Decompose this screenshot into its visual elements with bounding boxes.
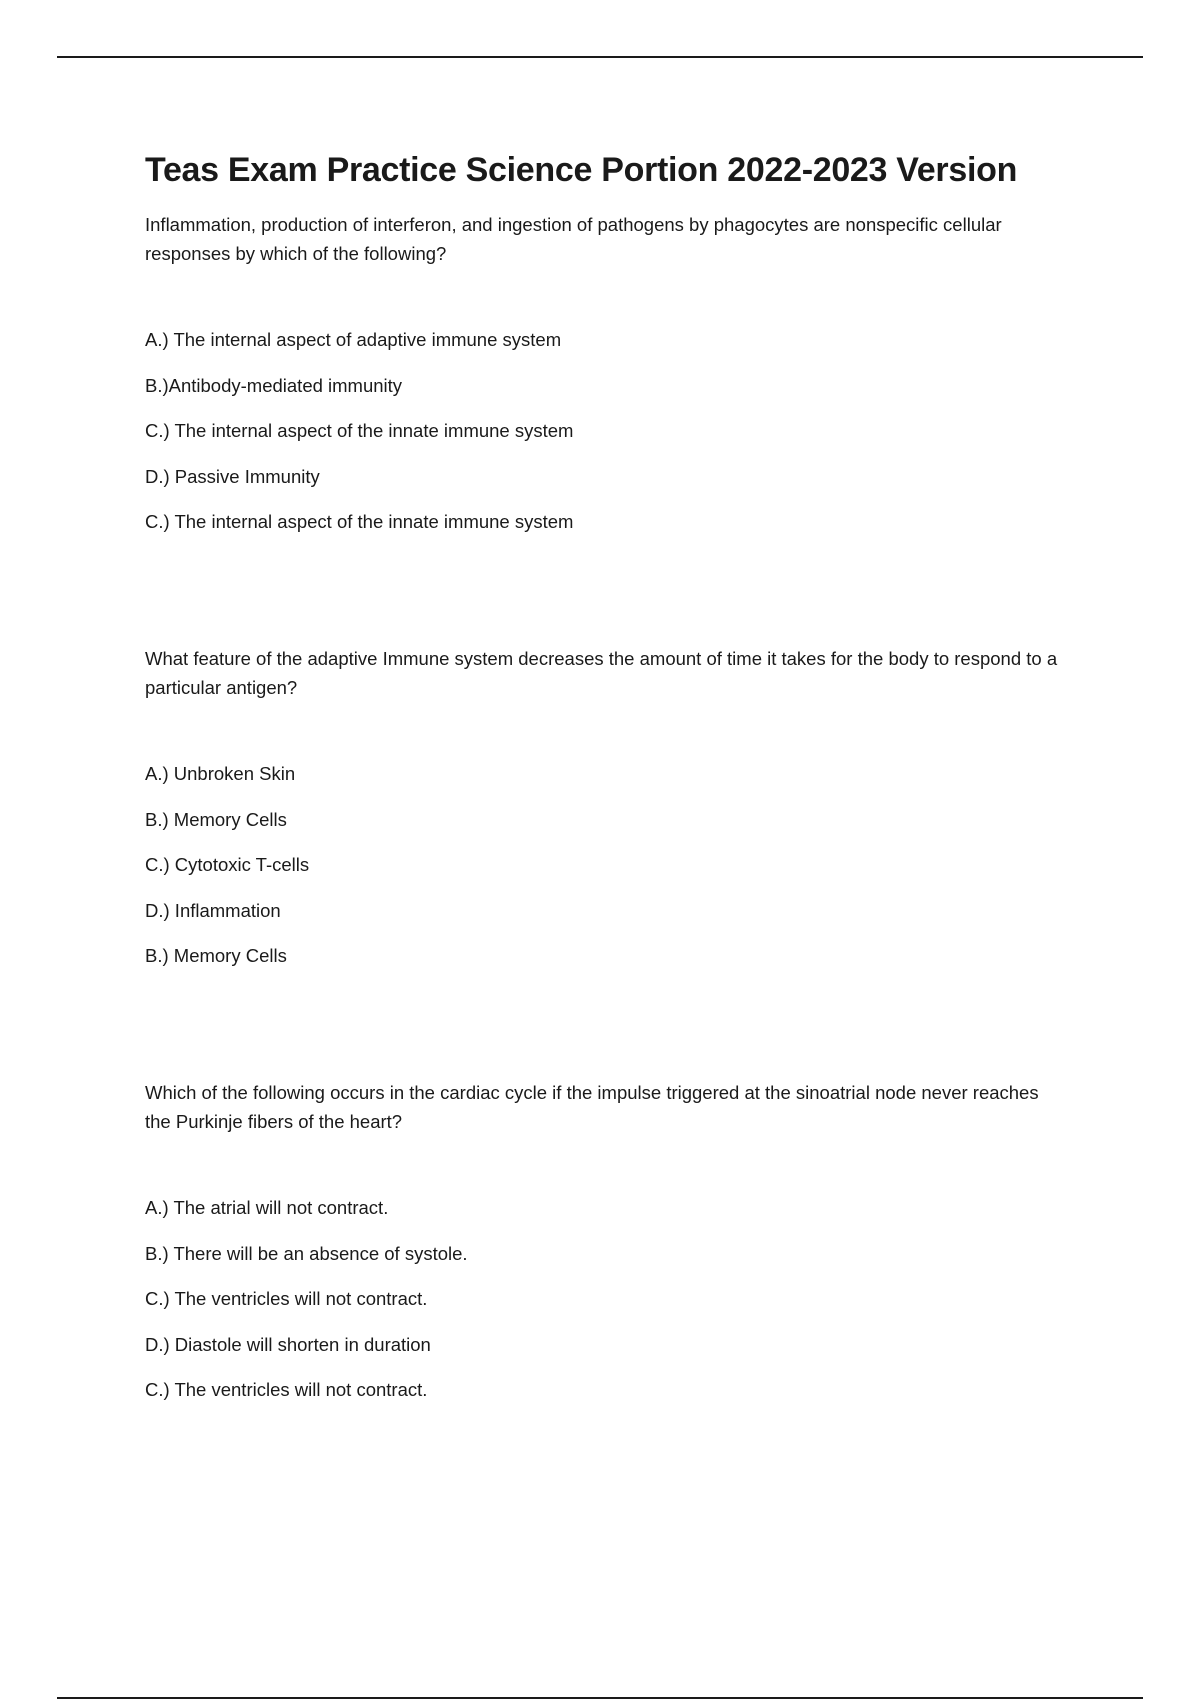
- section-gap: [145, 968, 1065, 1078]
- option-d: D.) Diastole will shorten in duration: [145, 1333, 431, 1355]
- option-c: C.) The ventricles will not contract.: [145, 1288, 428, 1309]
- question-text: Inflammation, production of interferon, and ingestion of pathogens by phagocytes are nonspecific cellular responses by which of the following?: [145, 214, 1002, 264]
- option-c: C.) Cytotoxic T-cells: [145, 854, 310, 875]
- option-b: B.) There will be an absence of systole.: [145, 1242, 468, 1264]
- bottom-divider: [57, 1697, 1143, 1699]
- option-d: D.) Passive Immunity: [145, 465, 320, 487]
- option-a: A.) The internal aspect of adaptive immune system: [145, 329, 562, 350]
- answer: B.) Memory Cells: [145, 945, 287, 966]
- option-list: [145, 328, 1065, 489]
- option-c: C.) The internal aspect of the innate immune system: [145, 420, 574, 441]
- option-list: [145, 1196, 1065, 1357]
- option-b: B.) Memory Cells: [145, 808, 287, 830]
- question-text: Which of the following occurs in the cardiac cycle if the impulse triggered at the sinoatrial node never reaches the Purkinje fibers of the heart?: [145, 1082, 1039, 1132]
- question-3: [145, 1078, 1065, 1402]
- option-list: [145, 762, 1065, 923]
- document-body: [145, 148, 1065, 1402]
- question-2: [145, 644, 1065, 968]
- question-1: [145, 210, 1065, 534]
- option-d: D.) Inflammation: [145, 899, 281, 921]
- option-b: B.)Antibody-mediated immunity: [145, 374, 403, 396]
- top-divider: [57, 56, 1143, 58]
- section-gap: [145, 534, 1065, 644]
- answer: C.) The internal aspect of the innate immune system: [145, 511, 574, 532]
- option-a: A.) The atrial will not contract.: [145, 1197, 389, 1218]
- question-text: What feature of the adaptive Immune system decreases the amount of time it takes for the body to respond to a particular antigen?: [145, 648, 1058, 698]
- option-a: A.) Unbroken Skin: [145, 763, 296, 784]
- answer: C.) The ventricles will not contract.: [145, 1379, 428, 1400]
- document-title: Teas Exam Practice Science Portion 2022-2023 Version: [145, 151, 1018, 189]
